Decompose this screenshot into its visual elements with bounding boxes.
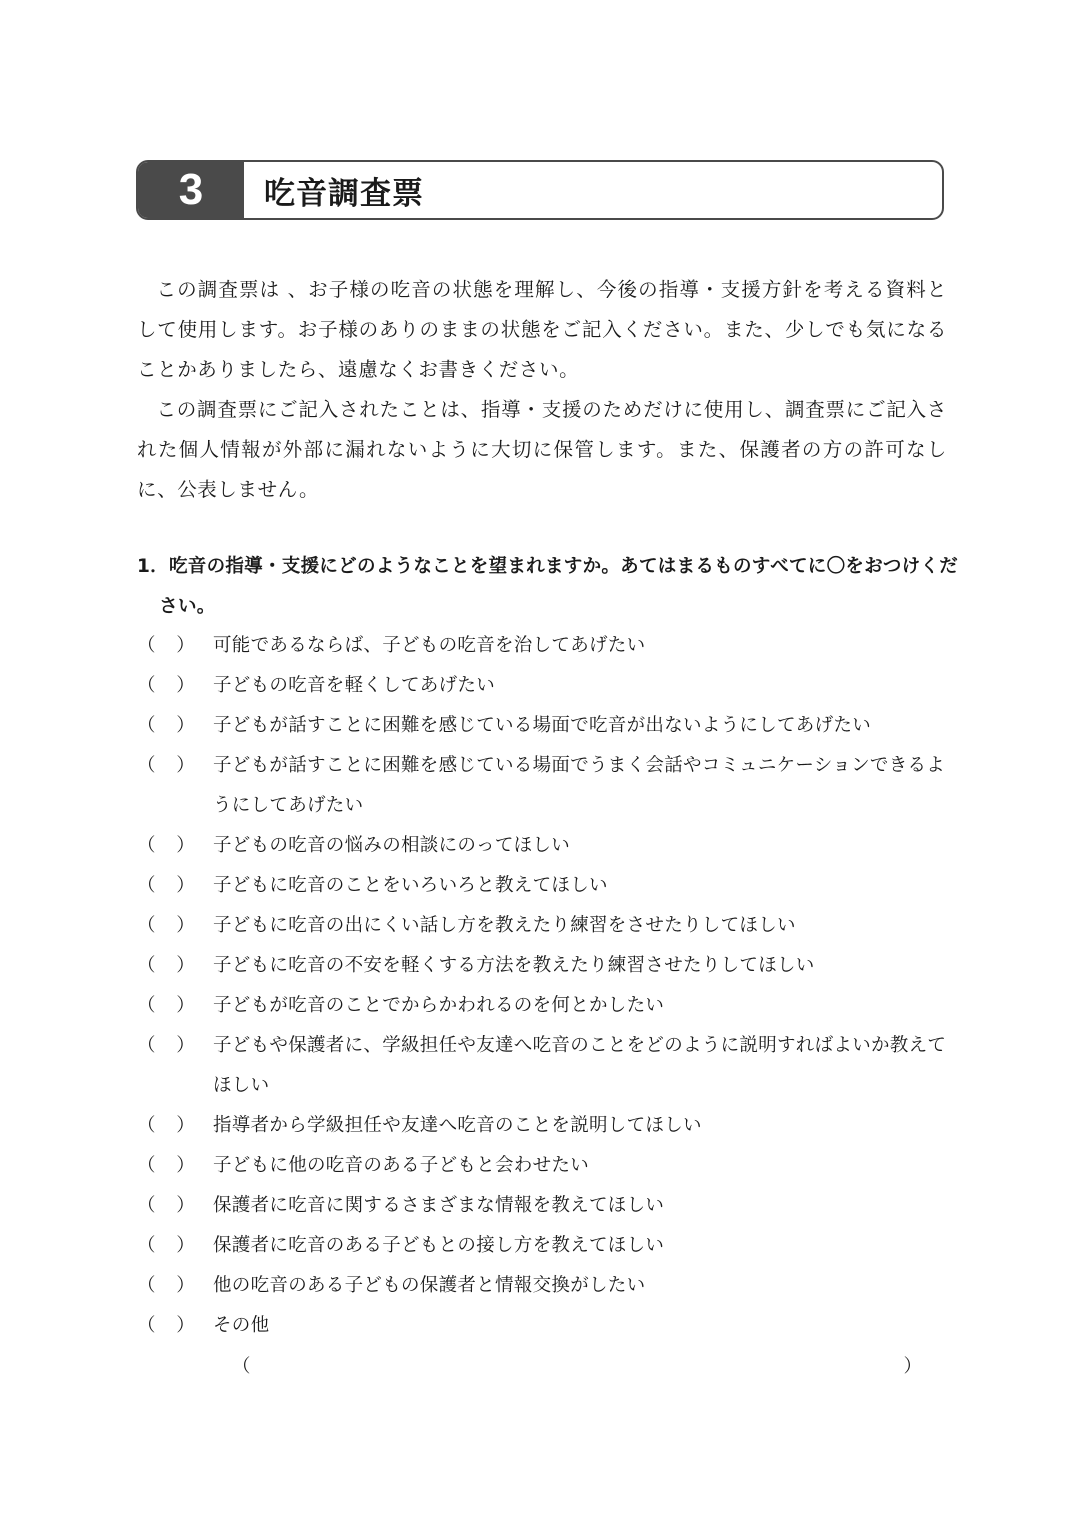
checkbox-parentheses[interactable]: （ ）	[137, 995, 195, 1016]
checkbox-parentheses[interactable]: （ ）	[137, 1235, 195, 1256]
option-item	[137, 1186, 947, 1226]
checkbox-parentheses[interactable]: （ ）	[137, 835, 195, 856]
option-label: 子どもが話すことに困難を感じている場面で吃音が出ないようにしてあげたい	[213, 715, 872, 736]
option-item	[137, 906, 947, 946]
checkbox-parentheses[interactable]: （ ）	[137, 875, 195, 896]
checkbox-parentheses[interactable]: （ ）	[137, 1115, 195, 1136]
option-label: 子どもや保護者に、学級担任や友達へ吃音のことをどのように説明すればよいか教えてほしい	[213, 1035, 947, 1096]
checkbox-parentheses[interactable]: （ ）	[137, 1195, 195, 1216]
intro-paragraph-2: この調査票にご記入されたことは、指導・支援のためだけに使用し、調査票にご記入された個人情報が外部に漏れないように大切に保管します。また、保護者の方の許可なしに、公表しません。	[137, 398, 947, 501]
option-label: 保護者に吃音のある子どもとの接し方を教えてほしい	[213, 1235, 665, 1256]
option-item	[137, 1026, 947, 1106]
option-label: 保護者に吃音に関するさまざまな情報を教えてほしい	[213, 1195, 665, 1216]
other-open-paren: （	[232, 1356, 251, 1377]
option-item	[137, 626, 947, 666]
option-label: 可能であるならば、子どもの吃音を治してあげたい	[213, 635, 646, 656]
option-label: 子どもに吃音の出にくい話し方を教えたり練習をさせたりしてほしい	[213, 915, 796, 936]
option-label: その他	[213, 1315, 270, 1336]
option-item	[137, 1266, 947, 1306]
checkbox-parentheses[interactable]: （ ）	[137, 915, 195, 936]
option-item	[137, 1306, 947, 1346]
checkbox-parentheses[interactable]: （ ）	[137, 1155, 195, 1176]
intro-paragraph-1: この調査票は 、お子様の吃音の状態を理解し、今後の指導・支援方針を考える資料として使用します。お子様のありのままの状態をご記入ください。また、少しでも気になることかありましたら、遠慮なくお書きください。	[137, 278, 947, 381]
option-item	[137, 706, 947, 746]
checkbox-parentheses[interactable]: （ ）	[137, 955, 195, 976]
section-header	[136, 160, 944, 220]
option-label: 子どもが話すことに困難を感じている場面でうまく会話やコミュニケーションできるようにしてあげたい	[213, 755, 946, 816]
checkbox-parentheses[interactable]: （ ）	[137, 715, 195, 736]
option-item	[137, 986, 947, 1026]
checkbox-parentheses[interactable]: （ ）	[137, 1275, 195, 1296]
option-label: 子どもに他の吃音のある子どもと会わせたい	[213, 1155, 590, 1176]
option-item	[137, 1146, 947, 1186]
option-label: 子どもに吃音の不安を軽くする方法を教えたり練習させたりしてほしい	[213, 955, 815, 976]
section-number: 3	[138, 162, 244, 218]
option-label: 他の吃音のある子どもの保護者と情報交換がしたい	[213, 1275, 646, 1296]
checkbox-parentheses[interactable]: （ ）	[137, 1035, 195, 1056]
option-item	[137, 946, 947, 986]
options-list	[137, 626, 947, 1346]
section-title: 吃音調査票	[264, 175, 424, 212]
option-label: 子どもに吃音のことをいろいろと教えてほしい	[213, 875, 608, 896]
checkbox-parentheses[interactable]: （ ）	[137, 755, 195, 776]
option-item	[137, 1226, 947, 1266]
intro-text	[137, 270, 947, 510]
other-close-paren: ）	[903, 1356, 922, 1377]
option-item	[137, 666, 947, 706]
other-free-text-field[interactable]	[232, 1345, 922, 1385]
checkbox-parentheses[interactable]: （ ）	[137, 1315, 195, 1336]
option-label: 子どもの吃音の悩みの相談にのってほしい	[213, 835, 571, 856]
option-label: 指導者から学級担任や友達へ吃音のことを説明してほしい	[213, 1115, 702, 1136]
checkbox-parentheses[interactable]: （ ）	[137, 675, 195, 696]
checkbox-parentheses[interactable]: （ ）	[137, 635, 195, 656]
option-item	[137, 746, 947, 826]
question-1: 1．吃音の指導・支援にどのようなことを望まれますか。あてはまるものすべてに〇をおつけください。	[137, 556, 959, 617]
option-item	[137, 1106, 947, 1146]
option-item	[137, 826, 947, 866]
option-item	[137, 866, 947, 906]
option-label: 子どもの吃音を軽くしてあげたい	[213, 675, 496, 696]
option-label: 子どもが吃音のことでからかわれるのを何とかしたい	[213, 995, 665, 1016]
